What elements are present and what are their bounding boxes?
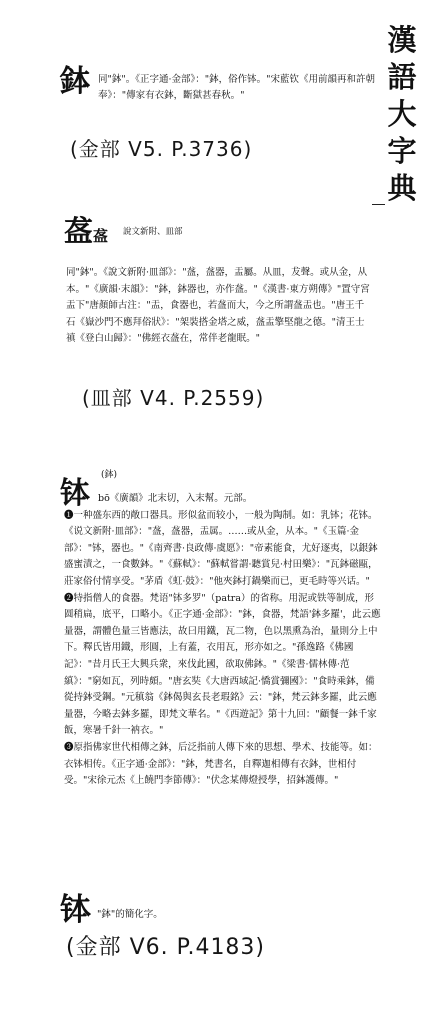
entry3-sense-1: ❶一种盛东西的敞口器具。形似盆而较小，一般为陶制。如：乳钵；花钵。《说文新附·皿部》："盋，盋器，盂属。……或从金，从本。"《玉篇·金部》："钵，器也。"《南齊書·良政傳·虞愿》："帝素能食，尤好逐夷，以銀鉢盛蜜漬之，一食數鉢。"《蘇軾》："蘇軾嘗謂·聽賞兒·村田樂》："瓦鉢磁甌，莊家俗付情享受。"茅盾《虹·鼓》："他夾鉢打鍋樂而已，更毛時等兴话。" — [64, 509, 378, 587]
entry3-head-char: 钵 — [60, 476, 90, 511]
entry2-head-char — [64, 209, 108, 250]
entry3-pronunciation: bō《廣韻》北末切，入末幫。元部。 — [98, 493, 253, 504]
entry1-definition: 同"鉢"。《正字通·金部》："鉢，俗作钵。"宋藍钦《用前韻再和許朝奉》："傳家有衣鉢，斷獄甚春秋。" — [98, 74, 375, 101]
entry3-sense-3: ❸原指佛家世代相傳之鉢，后泛指前人傳下來的思想、學术、技能等。如：衣钵相传。《正字通·金部》："鉢，梵書名，自釋迦相傳有衣鉢，世相付受。"宋徐元杰《上饒門李節傳》："伏念某傳燈授學，招鉢護傳。" — [64, 741, 378, 787]
entry2-side-note: 說文新附、皿部 — [123, 227, 183, 237]
entry2-handwritten-note: (皿部 V4. P.2559) — [82, 386, 265, 410]
entry3-body — [64, 491, 382, 790]
entry2-head-small: 盋 — [93, 227, 109, 245]
entry3-variant: (鉢) — [101, 470, 118, 480]
entry2-head-large: 盋 — [64, 214, 94, 248]
entry3-sense-2: ❷特指僧人的食器。梵语"钵多罗"（patra）的省称。用泥或铁等制成，形圆稍扁，底平，口略小。《正字通·金部》："鉢，食器，梵語'鉢多羅'，此云應量器，謂體色量三皆應法，故曰用鐵，瓦二物，色以黑熏為治，量則分上中下。釋氏皆用鐵，形圓，上有蓋，衣用瓦，形亦如之。"孫逸路《佛國記》："昔月氏王大興兵衆，來伐此國，欲取佛鉢。"《梁書·儒林傳·范縝》："窮如瓦，列時頗。"唐玄奘《大唐西域記·憍賞彌國》："食時乘鉢，備從持鉢受鋼。"元稹翁《鉢偈與玄長老瑕銘》云："鉢，梵云鉢多羅，此云應量器，今略去鉢多羅，即梵文華名。"《西遊記》第十九回："顧餐一鉢千家飯，寒暑千針一衲衣。" — [64, 592, 381, 737]
entry1-handwritten-note: (金部 V5. P.3736) — [70, 137, 253, 161]
entry1-head-char: 鉢 — [60, 64, 90, 99]
entry4-definition: "鉢"的簡化字。 — [97, 909, 163, 920]
margin-dash — [372, 204, 385, 205]
dictionary-title: 漢語大字典 — [387, 23, 417, 205]
entry4-head-char: 钵 — [60, 892, 91, 928]
entry4-handwritten-note: (金部 V6. P.4183) — [66, 935, 266, 960]
entry2-definition: 同"鉢"。《說文新附·皿部》："盋，盋器，盂屬。从皿，犮聲。或从金，从本。"《廣韻·末韻》："鉢，鉢器也，亦作盋。"《漢書·東方朔傳》"置守宮盂下"唐顏師古注："盂，食器也，若盋而大，今之所謂盋盂也。"唐王千石《嶽沙門不應拜俗狀》："架裝搭金塔之威，盋盂擎堅龍之德。"清王士禛《登白山歸》："佛經衣盋在，常伴老龍眠。" — [66, 267, 370, 344]
